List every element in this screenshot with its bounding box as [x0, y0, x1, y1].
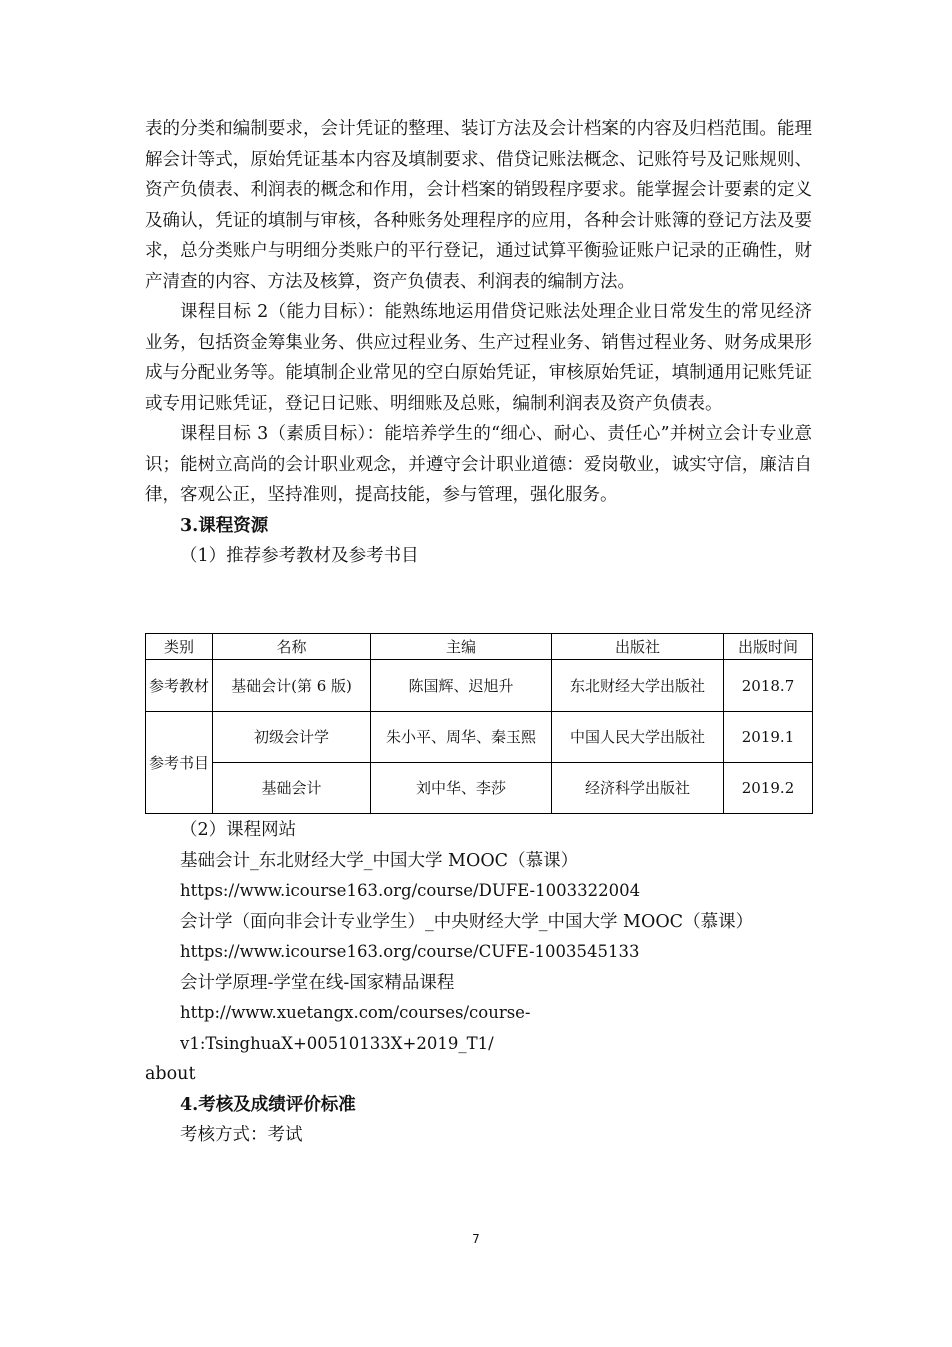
- header-category: 类别: [146, 634, 213, 660]
- title-cell: 基础会计: [213, 763, 371, 814]
- website-title: 会计学（面向非会计专业学生）_中央财经大学_中国大学 MOOC（慕课）: [180, 911, 754, 932]
- header-title: 名称: [213, 634, 371, 660]
- website-url[interactable]: http://www.xuetangx.com/courses/course-v1:TsinghuaX+00510133X+2019_T1/: [180, 1003, 531, 1053]
- category-cell: 参考书目: [146, 712, 213, 814]
- title-cell: 基础会计(第 6 版): [213, 660, 371, 712]
- assessment-method: 考核方式：考试: [180, 1125, 303, 1145]
- website-url-continuation[interactable]: about: [145, 1064, 196, 1084]
- page-number: 7: [472, 1232, 480, 1246]
- date-cell: 2018.7: [724, 660, 813, 712]
- category-cell: 参考教材: [146, 660, 213, 712]
- paragraph-knowledge-goal: 表的分类和编制要求，会计凭证的整理、装订方法及会计档案的内容及归档范围。能理解会计等式，原始凭证基本内容及填制要求、借贷记账法概念、记账符号及记账规则、资产负债表、利润表的概念和作用，会计档案的销毁程序要求。能掌握会计要素的定义及确认，凭证的填制与审核，各种账务处理程序的应用，各种会计账簿的登记方法及要求，总分类账户与明细分类账户的平行登记，通过试算平衡验证账户记录的正确性，财产清查的内容、方法及核算，资产负债表、利润表的编制方法。: [145, 119, 812, 292]
- editor-cell: 朱小平、周华、秦玉熙: [371, 712, 552, 763]
- subheading-websites: （2）课程网站: [180, 820, 297, 840]
- header-pub-date: 出版时间: [724, 634, 813, 660]
- table-row: [146, 763, 813, 814]
- table-header-row: [146, 634, 813, 660]
- editor-cell: 陈国辉、迟旭升: [371, 660, 552, 712]
- website-title: 基础会计_东北财经大学_中国大学 MOOC（慕课）: [180, 850, 579, 871]
- paragraph-quality-goal: 课程目标 3（素质目标）：能培养学生的“细心、耐心、责任心”并树立会计专业意识；能树立高尚的会计职业观念，并遵守会计职业道德：爱岗敬业，诚实守信，廉洁自律，客观公正，坚持准则，提高技能，参与管理，强化服务。: [145, 424, 812, 505]
- title-cell: 初级会计学: [213, 712, 371, 763]
- reference-books-table: [145, 633, 813, 814]
- date-cell: 2019.2: [724, 763, 813, 814]
- section-heading-assessment: 4.考核及成绩评价标准: [180, 1094, 356, 1115]
- table-row: [146, 712, 813, 763]
- publisher-cell: 东北财经大学出版社: [552, 660, 724, 712]
- section-heading-resources: 3.课程资源: [180, 515, 269, 536]
- paragraph-ability-goal: 课程目标 2（能力目标）：能熟练地运用借贷记账法处理企业日常发生的常见经济业务，包括资金筹集业务、供应过程业务、生产过程业务、销售过程业务、财务成果形成与分配业务等。能填制企业常见的空白原始凭证，审核原始凭证，填制通用记账凭证或专用记账凭证，登记日记账、明细账及总账，编制利润表及资产负债表。: [145, 302, 812, 414]
- subheading-textbooks: （1）推荐参考教材及参考书目: [180, 546, 419, 566]
- publisher-cell: 经济科学出版社: [552, 763, 724, 814]
- header-publisher: 出版社: [552, 634, 724, 660]
- body-text: [145, 114, 812, 572]
- website-url[interactable]: https://www.icourse163.org/course/CUFE-1003545133: [180, 942, 640, 961]
- header-editor: 主编: [371, 634, 552, 660]
- date-cell: 2019.1: [724, 712, 813, 763]
- course-websites-section: [145, 815, 812, 1151]
- table-row: [146, 660, 813, 712]
- editor-cell: 刘中华、李莎: [371, 763, 552, 814]
- publisher-cell: 中国人民大学出版社: [552, 712, 724, 763]
- website-title: 会计学原理-学堂在线-国家精品课程: [180, 972, 455, 993]
- website-url[interactable]: https://www.icourse163.org/course/DUFE-1003322004: [180, 881, 641, 900]
